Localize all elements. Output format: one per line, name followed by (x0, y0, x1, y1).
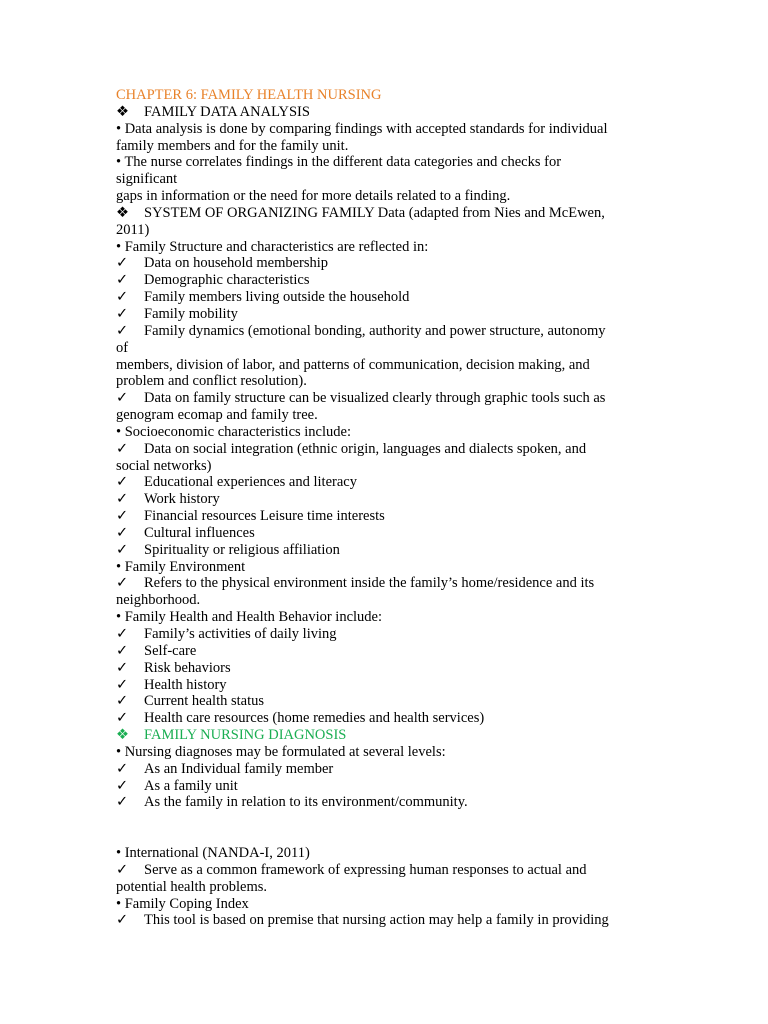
bullet-icon: • (116, 609, 122, 626)
checklist-item (116, 575, 646, 592)
checkmark-icon: ✓ (116, 642, 129, 659)
checkmark-icon: ✓ (116, 626, 129, 642)
line-text: Data analysis is done by comparing findings with accepted standards for individual (124, 120, 608, 137)
checklist-item (116, 255, 646, 272)
line-text: Risk behaviors (144, 659, 231, 676)
document-page (116, 87, 646, 929)
line-text: 2011) (116, 221, 150, 238)
line-text: As the family in relation to its environment/community. (144, 794, 468, 811)
line-text: Health history (144, 676, 227, 693)
diamond-bullet-icon: ❖ (116, 103, 129, 120)
checklist-item (116, 323, 646, 340)
line-text: Work history (144, 491, 220, 508)
bullet-item (116, 154, 646, 171)
text-line (116, 340, 646, 357)
text-line (116, 222, 646, 239)
line-text: Family Coping Index (124, 895, 249, 912)
checklist-item (116, 862, 646, 879)
diamond-bullet-icon: ❖ (116, 204, 129, 221)
line-text: Serve as a common framework of expressing human responses to actual and (144, 861, 587, 878)
bullet-icon: • (116, 743, 122, 760)
checkmark-icon: ✓ (116, 390, 129, 407)
line-text: neighborhood. (116, 592, 201, 609)
checkmark-icon: ✓ (116, 322, 129, 339)
line-text: problem and conflict resolution). (116, 373, 307, 390)
line-text: Refers to the physical environment inside the family’s home/residence and its (144, 575, 595, 592)
bullet-icon: • (116, 238, 122, 255)
bullet-item (116, 845, 646, 862)
line-text: Health care resources (home remedies and health services) (144, 710, 485, 727)
document-body (116, 104, 646, 929)
checkmark-icon: ✓ (116, 524, 129, 541)
line-text: Current health status (144, 693, 265, 710)
section-heading (116, 205, 646, 222)
checklist-item (116, 441, 646, 458)
section-heading (116, 104, 646, 121)
line-text: This tool is based on premise that nursing action may help a family in providing (144, 912, 609, 929)
checklist-item (116, 643, 646, 660)
line-text: social networks) (116, 457, 212, 474)
text-line (116, 138, 646, 155)
line-text: Nursing diagnoses may be formulated at several levels: (124, 743, 446, 760)
line-text: Financial resources Leisure time interests (144, 508, 385, 525)
line-text: Data on social integration (ethnic origin, languages and dialects spoken, and (144, 440, 587, 457)
line-text: Family Health and Health Behavior include: (124, 609, 383, 626)
line-text: genogram ecomap and family tree. (116, 407, 318, 424)
checkmark-icon: ✓ (116, 912, 129, 929)
checkmark-icon: ✓ (116, 794, 129, 811)
line-text: Family members living outside the household (144, 289, 410, 306)
checkmark-icon: ✓ (116, 491, 129, 508)
checklist-item (116, 794, 646, 811)
bullet-icon: • (116, 423, 122, 440)
paragraph-gap (116, 811, 646, 845)
checkmark-icon: ✓ (116, 440, 129, 457)
text-line (116, 879, 646, 896)
checkmark-icon: ✓ (116, 272, 129, 289)
checkmark-icon: ✓ (116, 289, 129, 306)
bullet-item (116, 424, 646, 441)
bullet-item (116, 609, 646, 626)
checkmark-icon: ✓ (116, 693, 129, 710)
text-line (116, 592, 646, 609)
text-line (116, 357, 646, 374)
checkmark-icon: ✓ (116, 305, 129, 322)
checklist-item (116, 289, 646, 306)
checklist-item (116, 508, 646, 525)
line-text: Family’s activities of daily living (144, 626, 337, 642)
checklist-item (116, 474, 646, 491)
checkmark-icon: ✓ (116, 676, 129, 693)
bullet-icon: • (116, 895, 122, 912)
line-text: Spirituality or religious affiliation (144, 541, 340, 558)
line-text: Family Environment (124, 558, 246, 575)
checkmark-icon: ✓ (116, 760, 129, 777)
checklist-item (116, 677, 646, 694)
line-text: Family dynamics (emotional bonding, authority and power structure, autonomy (144, 322, 606, 339)
checklist-item (116, 525, 646, 542)
line-text: As an Individual family member (144, 760, 334, 777)
line-text: The nurse correlates findings in the different data categories and checks for (124, 154, 562, 171)
line-text: FAMILY DATA ANALYSIS (144, 103, 310, 120)
line-text: Data on household membership (144, 255, 329, 272)
bullet-icon: • (116, 120, 122, 137)
checklist-item (116, 626, 646, 643)
line-text: Demographic characteristics (144, 272, 310, 289)
checklist-item (116, 778, 646, 795)
line-text: Family mobility (144, 305, 238, 322)
checkmark-icon: ✓ (116, 541, 129, 558)
text-line (116, 171, 646, 188)
bullet-icon: • (116, 558, 122, 575)
checklist-item (116, 491, 646, 508)
line-text: gaps in information or the need for more details related to a finding. (116, 188, 511, 205)
line-text: family members and for the family unit. (116, 137, 349, 154)
checkmark-icon: ✓ (116, 659, 129, 676)
checklist-item (116, 710, 646, 727)
line-text: members, division of labor, and patterns of communication, decision making, and (116, 356, 590, 373)
line-text: Educational experiences and literacy (144, 474, 357, 491)
line-text: Family Structure and characteristics are reflected in: (124, 238, 429, 255)
bullet-item (116, 744, 646, 761)
bullet-icon: • (116, 844, 122, 861)
line-text: International (NANDA-I, 2011) (124, 844, 310, 861)
checklist-item (116, 542, 646, 559)
line-text: Self-care (144, 642, 197, 659)
checklist-item (116, 306, 646, 323)
checkmark-icon: ✓ (116, 710, 129, 727)
checklist-item (116, 272, 646, 289)
line-text: Data on family structure can be visualized clearly through graphic tools such as (144, 390, 606, 407)
text-line (116, 458, 646, 475)
bullet-item (116, 121, 646, 138)
bullet-icon: • (116, 154, 122, 171)
checkmark-icon: ✓ (116, 508, 129, 525)
line-text: SYSTEM OF ORGANIZING FAMILY Data (adapted from Nies and McEwen, (144, 204, 605, 221)
chapter-title: CHAPTER 6: FAMILY HEALTH NURSING (116, 87, 382, 103)
line-text: significant (116, 171, 178, 188)
text-line (116, 407, 646, 424)
checklist-item (116, 660, 646, 677)
checklist-item (116, 693, 646, 710)
checklist-item (116, 761, 646, 778)
checklist-item (116, 912, 646, 929)
checkmark-icon: ✓ (116, 861, 129, 878)
bullet-item (116, 559, 646, 576)
section-heading (116, 727, 646, 744)
checkmark-icon: ✓ (116, 575, 129, 592)
line-text: of (116, 339, 129, 356)
bullet-item (116, 239, 646, 256)
checkmark-icon: ✓ (116, 255, 129, 272)
checkmark-icon: ✓ (116, 474, 129, 491)
line-text: FAMILY NURSING DIAGNOSIS (144, 727, 347, 744)
checkmark-icon: ✓ (116, 777, 129, 794)
line-text: Socioeconomic characteristics include: (124, 423, 351, 440)
checklist-item (116, 390, 646, 407)
diamond-bullet-icon: ❖ (116, 727, 129, 744)
line-text: As a family unit (144, 777, 238, 794)
bullet-item (116, 896, 646, 913)
text-line (116, 373, 646, 390)
text-line (116, 188, 646, 205)
line-text: potential health problems. (116, 878, 268, 895)
line-text: Cultural influences (144, 524, 255, 541)
